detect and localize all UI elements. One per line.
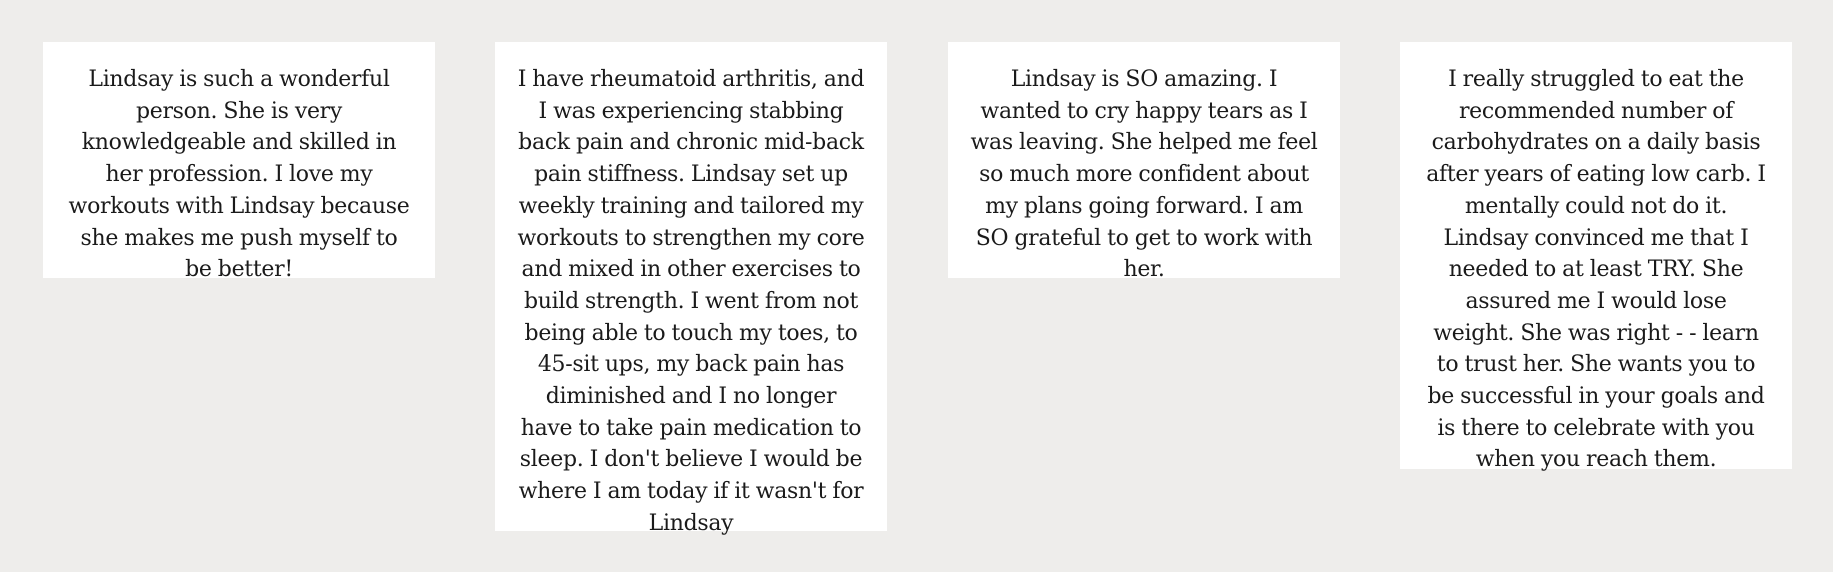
testimonial-text: Lindsay is such a wonderful person. She is very knowledgeable and skilled in her profession. I love my workouts with Lindsay because she makes me push myself to be better! [68, 67, 410, 283]
testimonial-text: Lindsay is SO amazing. I wanted to cry happy tears as I was leaving. She helped me feel so much more confident about my plans going forward. I am SO grateful to get to work with her. [970, 67, 1318, 283]
testimonial-text: I really struggled to eat the recommended number of carbohydrates on a daily basis after years of eating low carb. I mentally could not do it. Lindsay convinced me that I needed to at least TRY. She assured me I would lose weight. She was right - - learn to trust her. She wants you to be successful in your goals and is there to celebrate with you when you reach them. [1426, 67, 1766, 473]
testimonial-card [1400, 42, 1792, 473]
testimonial-card [43, 42, 435, 283]
testimonial-card [948, 42, 1340, 283]
testimonial-text: I have rheumatoid arthritis, and I was experiencing stabbing back pain and chronic mid-back pain stiffness. Lindsay set up weekly training and tailored my workouts to strengthen my core and mixed in other exercises to build strength. I went from not being able to touch my toes, to 45-sit ups, my back pain has diminished and I no longer have to take pain medication to sleep. I don't believe I would be where I am today if it wasn't for Lindsay [517, 67, 865, 536]
testimonial-card [495, 42, 887, 536]
